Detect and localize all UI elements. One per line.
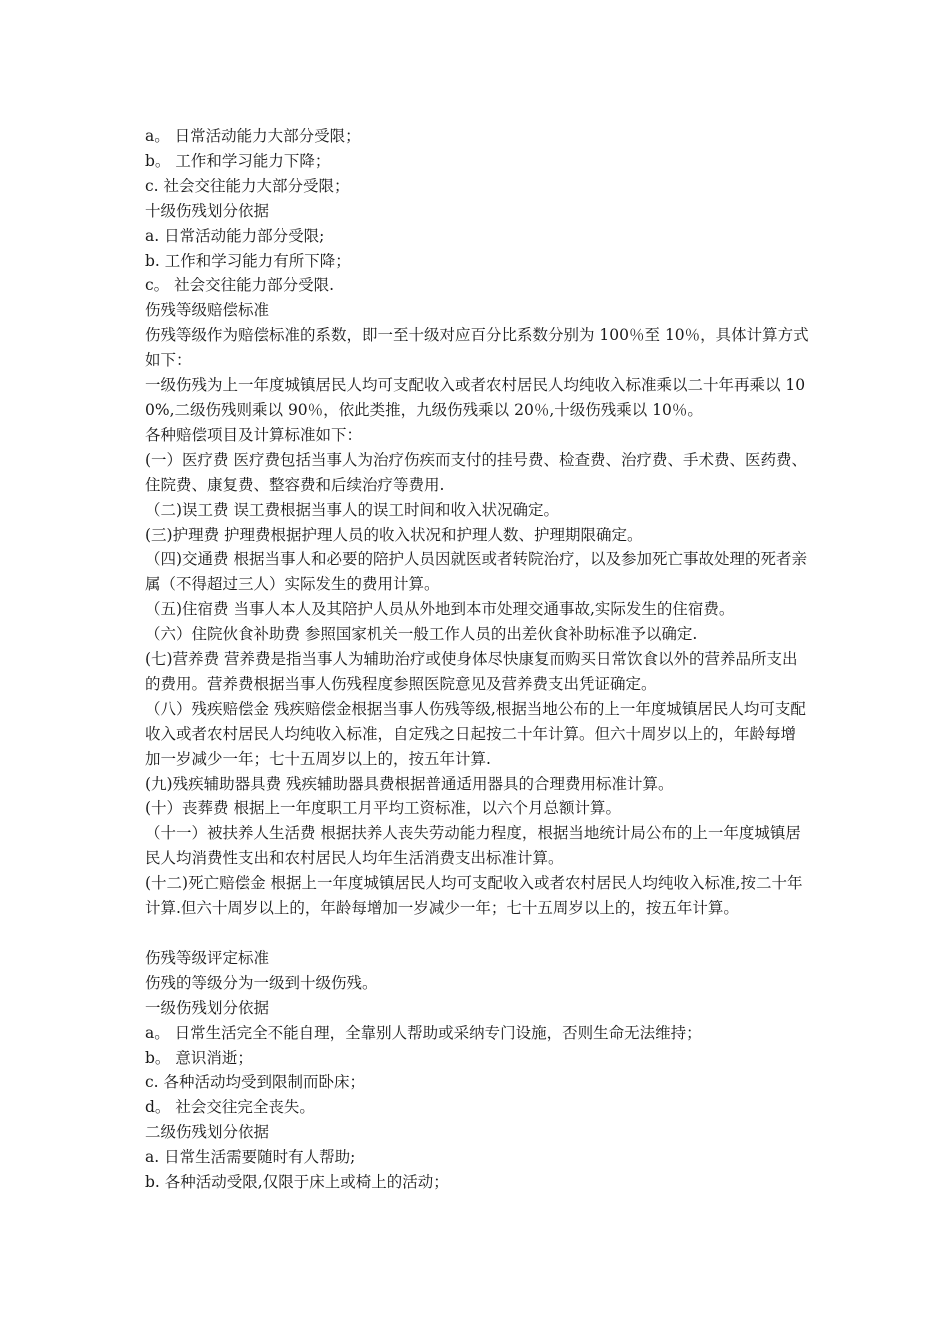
section-heading-level-one: 一级伤残划分依据 (145, 998, 270, 1017)
section-heading-compensation-standard: 伤残等级赔偿标准 (145, 301, 270, 320)
paragraph-calculation: 一级伤残为上一年度城镇居民人均可支配收入或者农村居民人均纯收入标准乘以二十年再乘以 100%,二级伤残则乘以 90％，依此类推，九级伤残乘以 20％,十级伤残乘以 10％。 (145, 376, 806, 419)
item-nutrition-fee: (七)营养费 营养费是指当事人为辅助治疗或使身体尽快康复而购买日常饮食以外的营养品所支出的费用。营养费根据当事人伤残程度参照医院意见及营养费支出凭证确定。 (145, 650, 798, 693)
paragraph-levels: 伤残的等级分为一级到十级伤残。 (145, 973, 378, 992)
item-transport-fee: （四)交通费 根据当事人和必要的陪护人员因就医或者转院治疗，以及参加死亡事故处理的死者亲属（不得超过三人）实际发生的费用计算。 (145, 550, 807, 594)
list-item-a: a。 日常活动能力大部分受限； (145, 127, 361, 145)
item-accommodation-fee: （五)住宿费 当事人本人及其陪护人员从外地到本市处理交通事故,实际发生的住宿费。 (145, 600, 735, 619)
list-item-c: c. 社会交往能力大部分受限； (145, 176, 350, 195)
list-item-a: a. 日常生活需要随时有人帮助; (145, 1148, 356, 1167)
item-dependent-living-fee: （十一）被扶养人生活费 根据扶养人丧失劳动能力程度，根据当地统计局公布的上一年度城镇居民人均消费性支出和农村居民人均年生活消费支出标准计算。 (145, 824, 801, 868)
list-item-d: d。 社会交往完全丧失。 (145, 1098, 315, 1117)
list-item-a: a. 日常活动能力部分受限; (145, 226, 325, 245)
item-disability-compensation: （八）残疾赔偿金 残疾赔偿金根据当事人伤残等级,根据当地公布的上一年度城镇居民人均可支配收入或者农村居民人均纯收入标准，自定残之日起按二十年计算。但六十周岁以上的，年龄每增加一岁减少一年；七十五周岁以上的，按五年计算. (145, 699, 806, 768)
item-meal-allowance: （六）住院伙食补助费 参照国家机关一般工作人员的出差伙食补助标准予以确定. (145, 625, 698, 644)
item-funeral-fee: (十）丧葬费 根据上一年度职工月平均工资标准，以六个月总额计算。 (145, 799, 621, 818)
paragraph-coefficient: 伤残等级作为赔偿标准的系数，即一至十级对应百分比系数分别为 100％至 10％，具体计算方式如下： (145, 326, 809, 370)
section-heading-level-two: 二级伤残划分依据 (145, 1123, 270, 1142)
section-heading-level-ten: 十级伤残划分依据 (145, 201, 270, 220)
item-lost-wages: （二)误工费 误工费根据当事人的误工时间和收入状况确定。 (145, 500, 559, 519)
list-item-b: b。 工作和学习能力下降； (145, 151, 331, 170)
list-item-a: a。 日常生活完全不能自理，全靠别人帮助或采纳专门设施，否则生命无法维持； (145, 1023, 702, 1042)
item-death-compensation: (十二)死亡赔偿金 根据上一年度城镇居民人均可支配收入或者农村居民人均纯收入标准,按二十年计算.但六十周岁以上的，年龄每增加一岁减少一年；七十五周岁以上的，按五年计算。 (145, 874, 803, 918)
paragraph-items-intro: 各种赔偿项目及计算标准如下： (145, 425, 363, 444)
item-nursing-fee: (三)护理费 护理费根据护理人员的收入状况和护理人数、护理期限确定。 (145, 525, 643, 544)
blank-line (145, 921, 810, 946)
list-item-b: b. 工作和学习能力有所下降； (145, 251, 351, 270)
list-item-c: c。 社会交往能力部分受限. (145, 276, 335, 295)
list-item-b: b. 各种活动受限,仅限于床上或椅上的活动； (145, 1173, 449, 1192)
document-body (145, 124, 810, 1195)
list-item-c: c. 各种活动均受到限制而卧床； (145, 1073, 366, 1092)
list-item-b: b。 意识消逝； (145, 1048, 253, 1067)
section-heading-assessment-standard: 伤残等级评定标准 (145, 948, 270, 967)
item-medical-fee: (一）医疗费 医疗费包括当事人为治疗伤疾而支付的挂号费、检查费、治疗费、手术费、医药费、住院费、康复费、整容费和后续治疗等费用. (145, 450, 807, 494)
item-assistive-devices: (九)残疾辅助器具费 残疾辅助器具费根据普通适用器具的合理费用标准计算。 (145, 774, 674, 793)
